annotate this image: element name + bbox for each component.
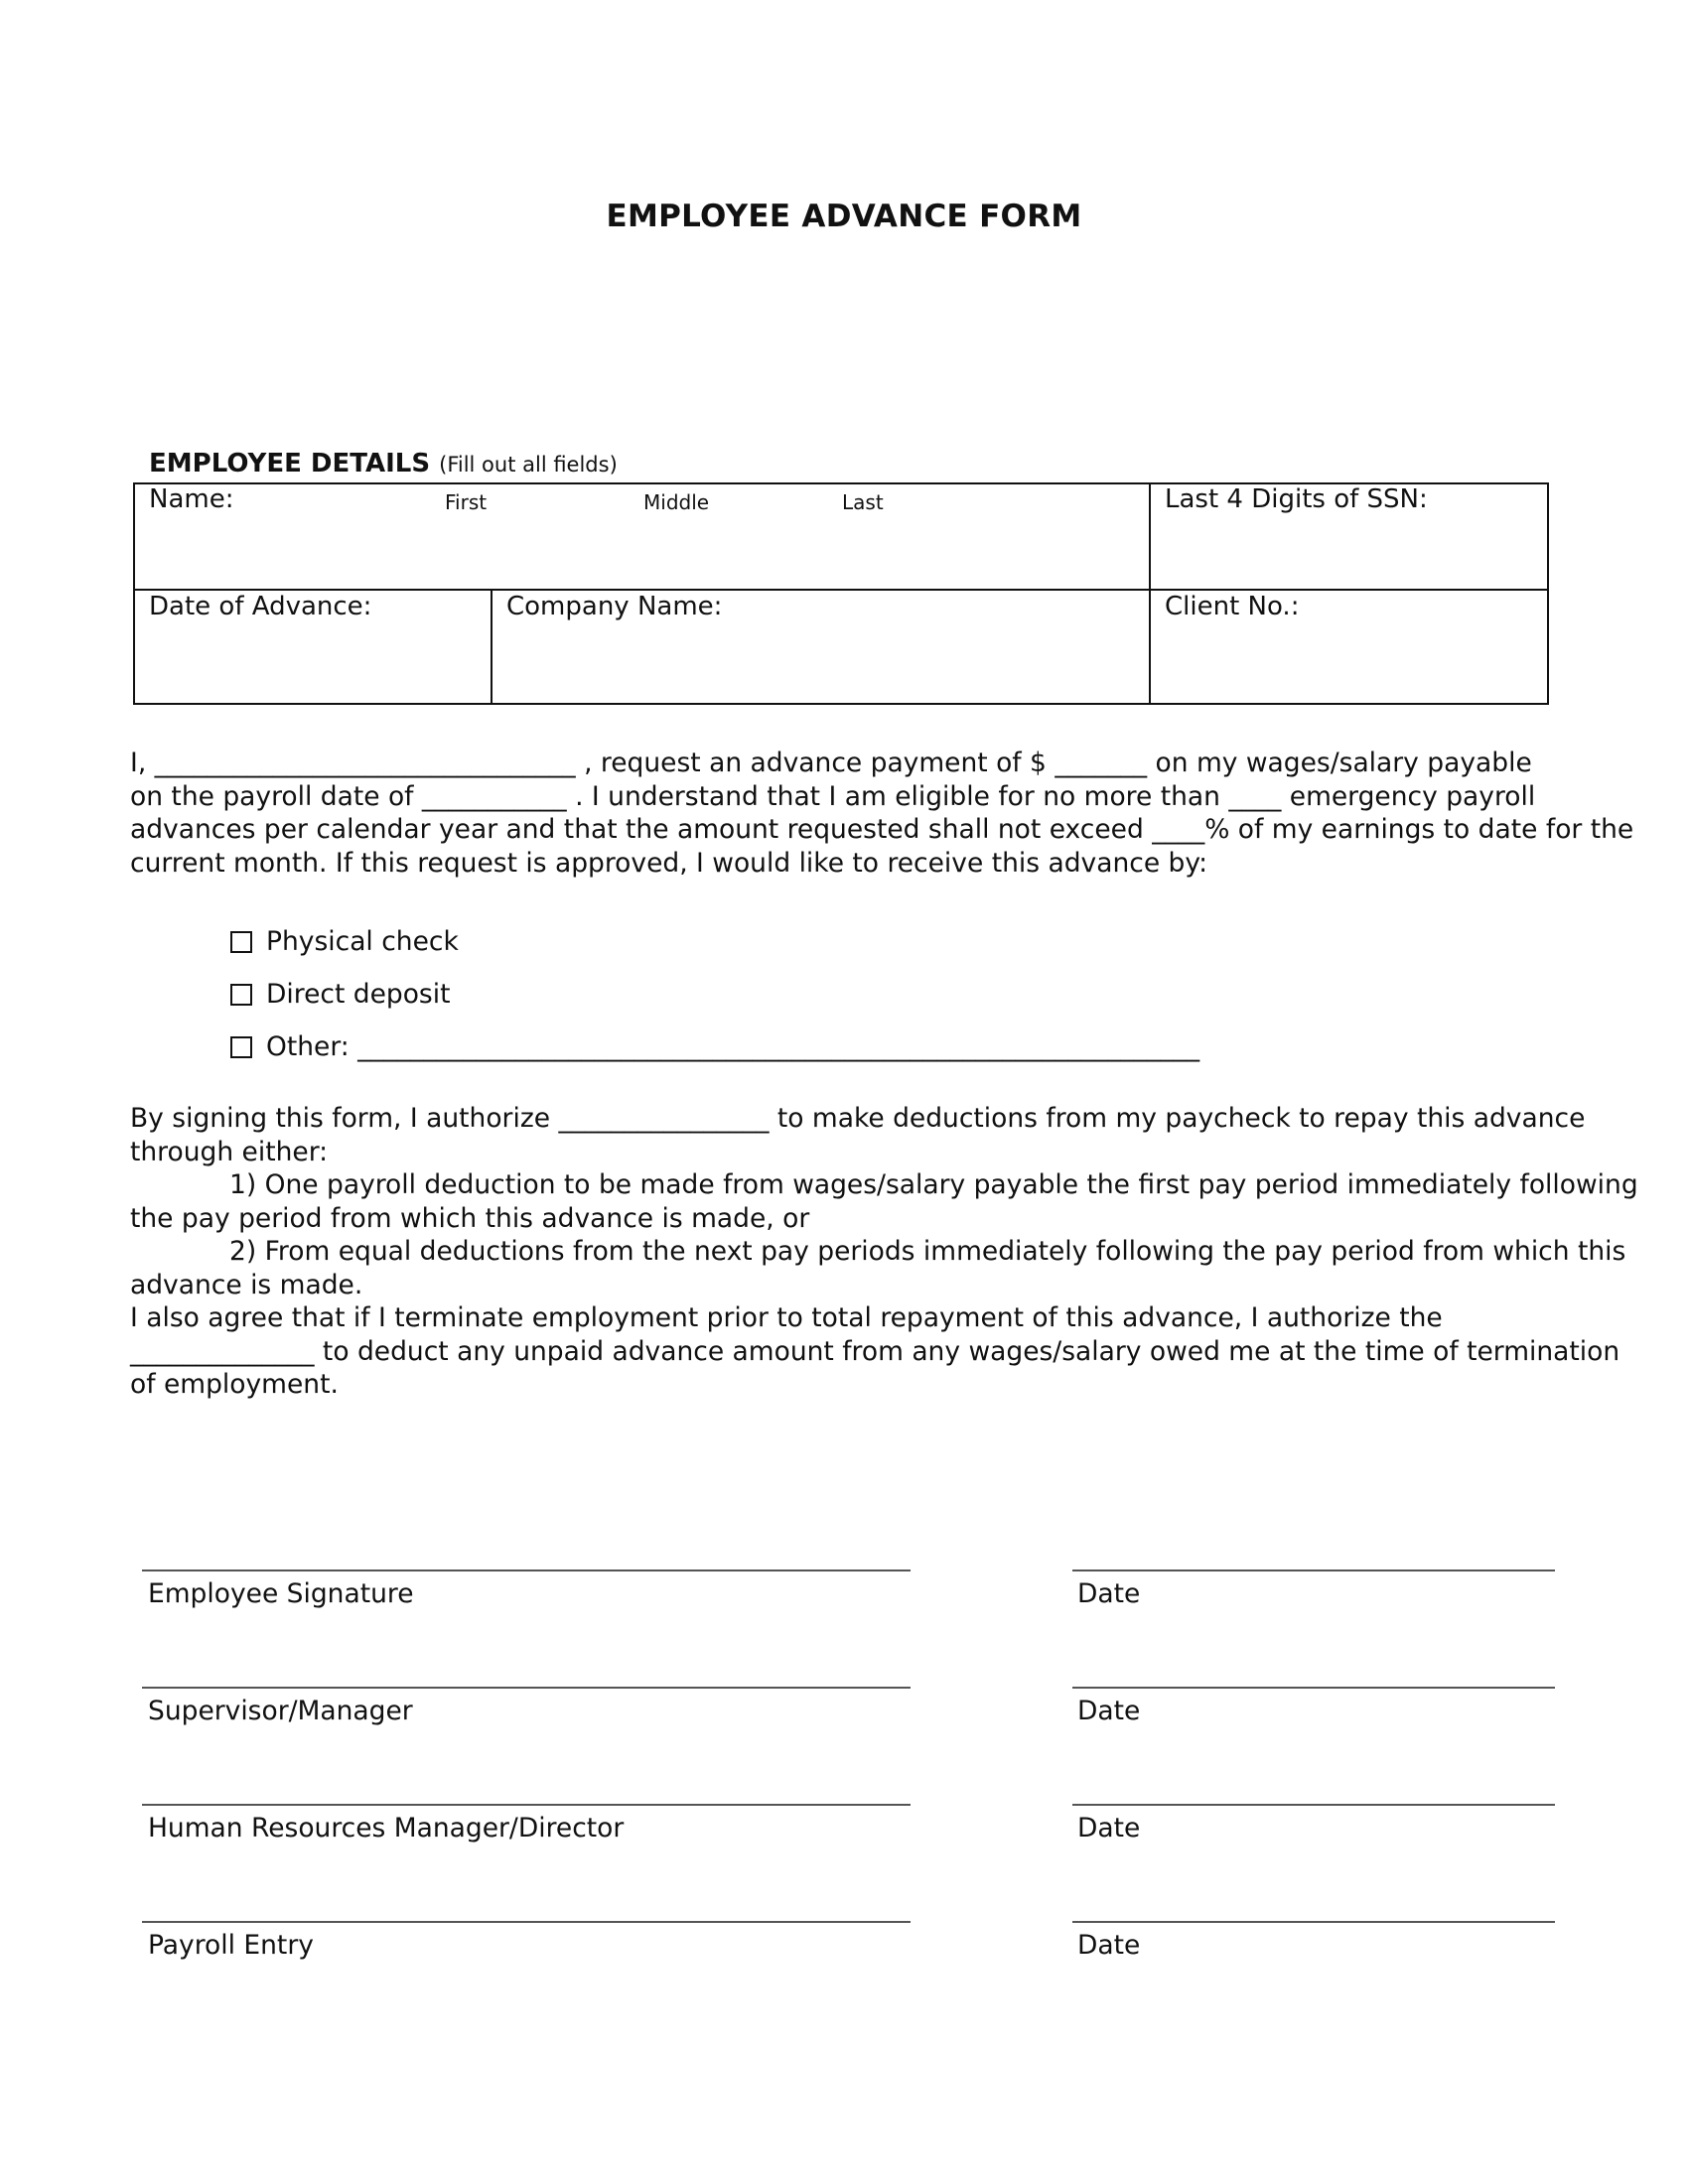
- table-row-divider: [135, 589, 1547, 591]
- option-label: Other: ________________________________________________________________: [266, 1031, 1200, 1062]
- option-physical-check[interactable]: [230, 926, 459, 957]
- hr-date-label: Date: [1077, 1813, 1141, 1843]
- hr-date-line[interactable]: [1072, 1804, 1555, 1806]
- company-name-label: Company Name:: [506, 592, 723, 621]
- authorization-line: By signing this form, I authorize ________________ to make deductions from my paycheck to repay this advance: [130, 1103, 1586, 1134]
- payroll-date-label: Date: [1077, 1930, 1141, 1961]
- supervisor-date-label: Date: [1077, 1696, 1141, 1726]
- request-paragraph: [130, 747, 1634, 880]
- authorization-line: ______________ to deduct any unpaid advance amount from any wages/salary owed me at the time of termination: [130, 1335, 1620, 1367]
- client-no-label: Client No.:: [1165, 592, 1300, 621]
- supervisor-date-line[interactable]: [1072, 1687, 1555, 1689]
- checkbox-icon[interactable]: [230, 984, 252, 1006]
- first-name-label: First: [445, 490, 488, 514]
- authorization-line: advance is made.: [130, 1269, 363, 1300]
- hr-signature-line[interactable]: [142, 1804, 911, 1806]
- middle-name-label: Middle: [643, 490, 710, 514]
- authorization-line: 1) One payroll deduction to be made from wages/salary payable the first pay period immediately following: [229, 1169, 1638, 1200]
- table-column-divider: [1149, 484, 1151, 703]
- employee-date-line[interactable]: [1072, 1570, 1555, 1571]
- payroll-signature-line[interactable]: [142, 1921, 911, 1923]
- checkbox-icon[interactable]: [230, 931, 252, 953]
- authorization-line: of employment.: [130, 1369, 339, 1400]
- ssn-label: Last 4 Digits of SSN:: [1165, 484, 1428, 514]
- employee-signature-line[interactable]: [142, 1570, 911, 1571]
- payroll-date-line[interactable]: [1072, 1921, 1555, 1923]
- authorization-line: the pay period from which this advance is made, or: [130, 1202, 810, 1234]
- option-label: Physical check: [266, 926, 459, 957]
- employee-details-table: [133, 482, 1549, 705]
- last-name-label: Last: [842, 490, 884, 514]
- date-of-advance-label: Date of Advance:: [149, 592, 372, 621]
- authorization-line: I also agree that if I terminate employment prior to total repayment of this advance, I authorize the: [130, 1302, 1443, 1333]
- payroll-signature-label: Payroll Entry: [148, 1930, 314, 1961]
- request-line: advances per calendar year and that the amount requested shall not exceed ____% of my earnings to date for the: [130, 814, 1634, 845]
- supervisor-signature-line[interactable]: [142, 1687, 911, 1689]
- supervisor-signature-label: Supervisor/Manager: [148, 1696, 413, 1726]
- authorization-line: through either:: [130, 1136, 329, 1167]
- hr-signature-label: Human Resources Manager/Director: [148, 1813, 625, 1843]
- request-line: I, ________________________________ , request an advance payment of $ _______ on my wages/salary payable: [130, 748, 1532, 778]
- authorization-line: 2) From equal deductions from the next pay periods immediately following the pay period from which this: [229, 1236, 1626, 1267]
- employee-signature-label: Employee Signature: [148, 1578, 414, 1609]
- option-label: Direct deposit: [266, 979, 451, 1010]
- employee-details-heading: [149, 449, 618, 478]
- employee-details-note: (Fill out all fields): [439, 453, 618, 477]
- authorization-paragraph: [130, 1102, 1638, 1402]
- checkbox-icon[interactable]: [230, 1036, 252, 1058]
- option-other[interactable]: [230, 1031, 1199, 1062]
- employee-date-label: Date: [1077, 1578, 1141, 1609]
- option-direct-deposit[interactable]: [230, 979, 451, 1010]
- name-label: Name:: [149, 484, 234, 514]
- table-column-divider-lower: [491, 589, 492, 703]
- request-line: on the payroll date of ___________ . I understand that I am eligible for no more than ____ emergency payroll: [130, 780, 1536, 812]
- employee-details-title: EMPLOYEE DETAILS: [149, 449, 431, 478]
- request-line: current month. If this request is approved, I would like to receive this advance by:: [130, 847, 1208, 879]
- form-title: EMPLOYEE ADVANCE FORM: [606, 199, 1082, 234]
